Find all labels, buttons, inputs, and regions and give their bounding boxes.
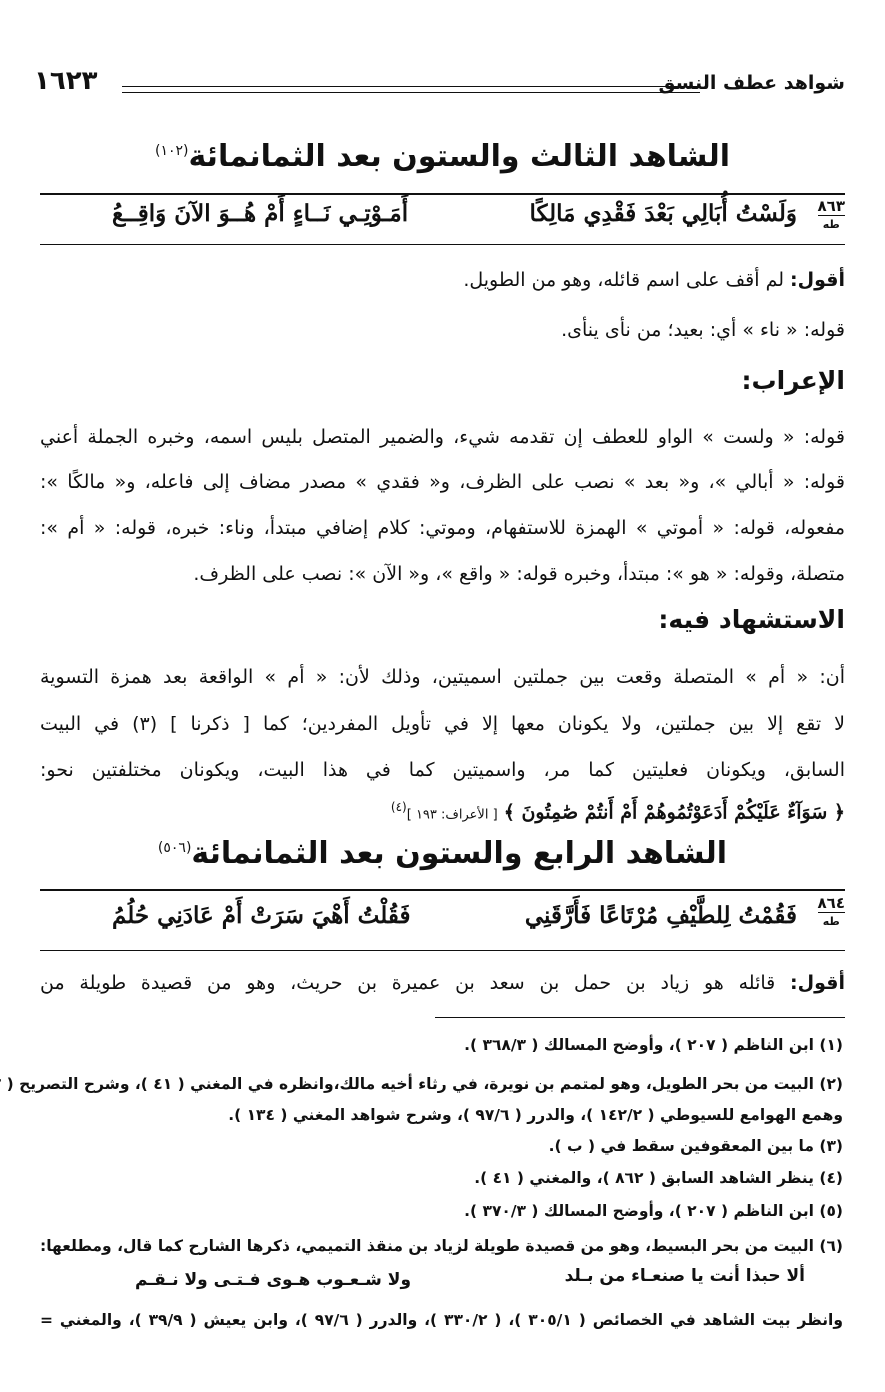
verse-864-number <box>818 895 845 930</box>
shahid-864-heading <box>40 836 845 871</box>
verse-863-number <box>818 198 845 233</box>
irab-line-3: مفعوله، قوله: « أموتي » الهمزة للاستفهام، وموتي: كلام إضافي مبتدأ، وناء: خبره، قوله: « أم »: <box>40 517 845 539</box>
irab-line-4: متصلة، وقوله: « هو »: مبتدأ، وخبره قوله: « واقع »، و« الآن »: نصب على الظرف. <box>193 563 845 585</box>
verse-863-number-sub: طه <box>818 215 845 233</box>
shahid-864-title-footnote: (٥٠٦) <box>157 840 192 856</box>
shahid-863-title-footnote: (١٠٢) <box>154 143 189 159</box>
irab-heading: الإعراب: <box>741 366 845 395</box>
verse-864-hemistich-2: فَقُلْتُ أَهْيَ سَرَتْ أَمْ عَادَنِي حُلُمُ <box>112 902 411 929</box>
verse-863-hemistich-1: وَلَسْتُ أُبَالِي بَعْدَ فَقْدِي مَالِكًا <box>529 200 797 227</box>
shahid-863-heading <box>40 139 845 174</box>
verse-864-number-value: ٨٦٤ <box>817 894 845 912</box>
irab-line-1: قوله: « ولست » الواو للعطف إن تقدمه شيء، والضمير المتصل بليس اسمه، وخبره الجملة أعني <box>40 426 845 448</box>
verse-863-top-rule <box>40 193 845 195</box>
shahid-863-title: الشاهد الثالث والستون بعد الثمانمائة <box>188 139 730 174</box>
verse-864-number-sub: طه <box>818 912 845 930</box>
footnote-6-line-1: (٦) البيت من بحر البسيط، وهو من قصيدة طويلة لزياد بن منقذ التميمي، ذكرها الشارح كما قال، ومطلعها: <box>40 1237 843 1255</box>
footnote-separator <box>435 1017 845 1018</box>
verse-863-hemistich-2: أَمَـوْتِـي نَــاءٍ أَمْ هُــوَ الآنَ وَاقِــعُ <box>112 200 409 227</box>
footnote-2-line-2: وهمع الهوامع للسيوطي ( ١٤٢/٢ )، والدرر ( ٩٧/٦ )، وشرح شواهد المغني ( ١٣٤ ). <box>228 1106 843 1124</box>
irab-line-2: قوله: « أبالي »، و« بعد » نصب على الظرف، و« فقدي » مصدر مضاف إلى فاعله، و« مالكًا »: <box>40 471 845 493</box>
footnote-1: (١) ابن الناظم ( ٢٠٧ )، وأوضح المسالك ( ٣٦٨/٣ ). <box>464 1036 843 1054</box>
aqul-label-864: أقول: <box>790 972 845 994</box>
page-number: ١٦٢٣ <box>34 66 98 96</box>
verse-863-number-value: ٨٦٣ <box>817 197 845 215</box>
footnote-3: (٣) ما بين المعقوفين سقط في ( ب ). <box>548 1137 843 1155</box>
shahid-864-aqul <box>40 972 845 994</box>
istishhad-line-1: أن: « أم » المتصلة وقعت بين جملتين اسميتين، وذلك لأن: « أم » الواقعة بعد همزة التسوية <box>40 666 845 688</box>
footnote-5: (٥) ابن الناظم ( ٢٠٧ )، وأوضح المسالك ( ٣٧٠/٣ ). <box>464 1202 843 1220</box>
running-title: شواهد عطف النسق <box>658 72 845 94</box>
shahid-863-qawluh: قوله: « ناء » أي: بعيد؛ من نأى ينأى. <box>561 319 845 341</box>
aqul-label-863: أقول: <box>790 269 845 291</box>
quran-footnote-mark: (٤) <box>390 800 407 814</box>
shahid-864-title: الشاهد الرابع والستون بعد الثمانمائة <box>191 836 728 871</box>
verse-864-top-rule <box>40 889 845 891</box>
quran-citation <box>391 800 845 823</box>
shahid-863-aqul <box>463 269 845 291</box>
aqul-text-864: قائله هو زياد بن حمل بن سعد بن عميرة بن حريث، وهو من قصيدة طويلة من <box>40 972 791 994</box>
footnote-2-line-1: (٢) البيت من بحر الطويل، وهو لمتمم بن نويرة، في رثاء أخيه مالك،وانظره في المغني ( ٤١ )، وشرح التصريح ( <box>6 1075 843 1093</box>
verse-864-bottom-rule <box>40 950 845 951</box>
header-rule <box>122 86 700 93</box>
istishhad-heading: الاستشهاد فيه: <box>658 605 845 634</box>
istishhad-line-3: السابق، ويكونان فعليتين كما مر، واسميتين كما في هذا البيت، ويكونان مختلفتين نحو: <box>40 759 845 781</box>
quran-reference: [ الأعراف: ١٩٣ ] <box>406 807 498 823</box>
footnote-6-poem-hemistich-1: ألا حبذا أنت يا صنعـاء من بـلد <box>564 1266 805 1286</box>
verse-863-bottom-rule <box>40 244 845 245</box>
istishhad-line-2: لا تقع إلا بين جملتين، ولا يكونان معها إلا في تأويل المفردين؛ كما [ ذكرنا ] (٣) في البيت <box>40 713 845 735</box>
footnote-6-line-2: وانظر بيت الشاهد في الخصائص ( ٣٠٥/١ )، ( ٣٣٠/٢ )، والدرر ( ٩٧/٦ )، وابن يعيش ( ٣٩/٩ )، والمغني = <box>40 1311 843 1329</box>
aqul-text-863: لم أقف على اسم قائله، وهو من الطويل. <box>463 269 791 291</box>
quran-verse: ﴿ سَوَآءٌ عَلَيْكُمْ أَدَعَوْتُمُوهُمْ أَمْ أَنتُمْ صَٰمِتُونَ ﴾ <box>503 801 845 824</box>
footnote-6-poem-hemistich-2: ولا شـعـوب هـوى فـتـى ولا نـقـم <box>135 1270 412 1290</box>
footnote-4: (٤) ينظر الشاهد السابق ( ٨٦٢ )، والمغني ( ٤١ ). <box>474 1169 843 1187</box>
verse-864-hemistich-1: فَقُمْتُ لِلطَّيْفِ مُرْتَاعًا فَأَرَّقَنِي <box>524 902 797 929</box>
